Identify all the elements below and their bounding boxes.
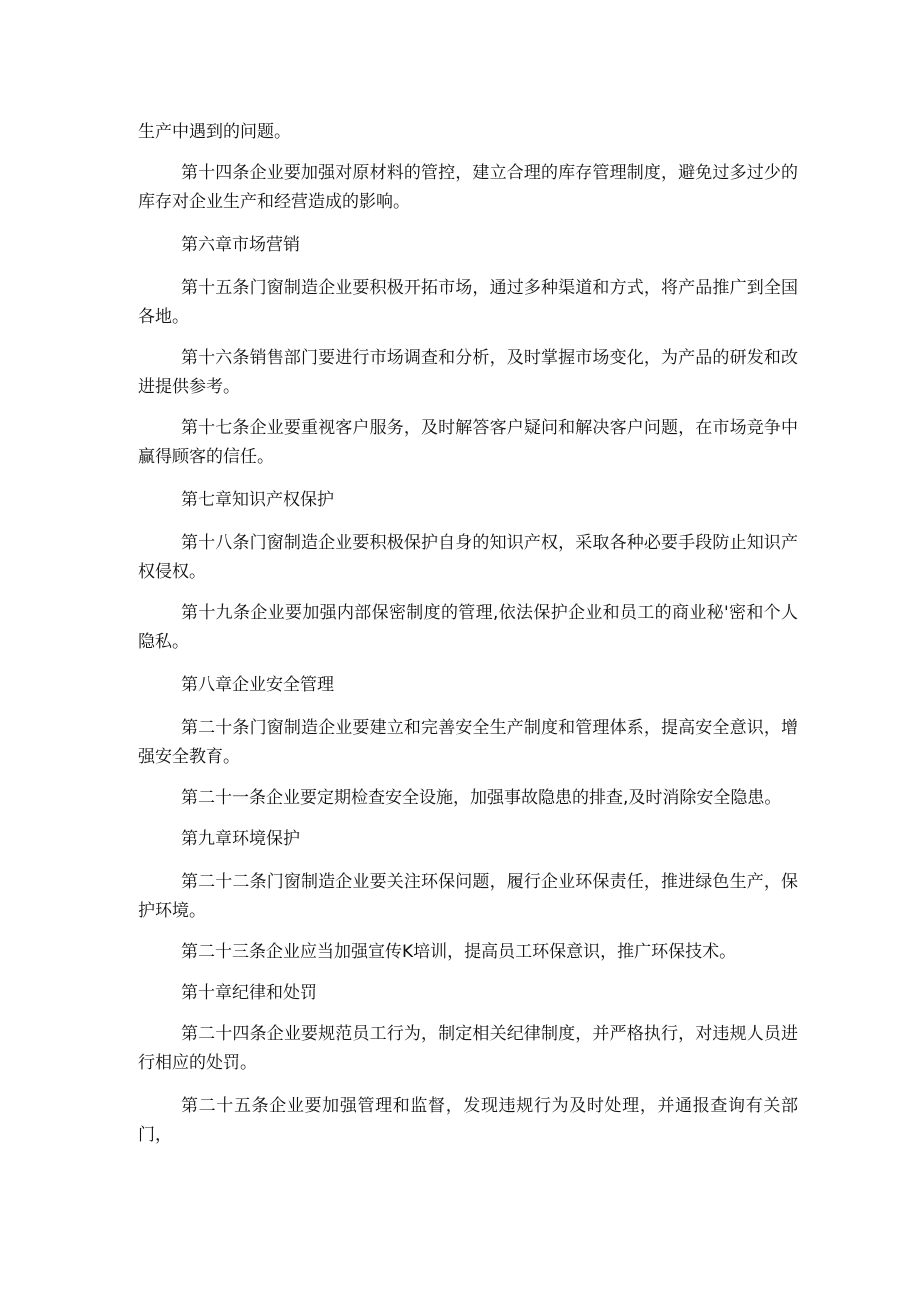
chapter-8-heading: 第八章企业安全管理 (181, 675, 334, 695)
chapter-7-heading: 第七章知识产权保护 (181, 490, 334, 510)
article-19: 第十九条企业要加强内部保密制度的管理,依法保护企业和员工的商业秘'密和个人隐私。 (138, 603, 798, 652)
article-21: 第二十一条企业要定期检查安全设施，加强事故隐患的排查,及时消除安全隐患。 (181, 788, 782, 808)
chapter-10-heading: 第十章纪律和处罚 (181, 983, 317, 1003)
article-14: 第十四条企业要加强对原材料的管控，建立合理的库存管理制度，避免过多过少的库存对企业生产和经营造成的影响。 (138, 163, 798, 212)
article-24: 第二十四条企业要规范员工行为，制定相关纪律制度，并严格执行，对违规人员进行相应的处罚。 (138, 1024, 798, 1073)
chapter-9-heading: 第九章环境保护 (181, 829, 300, 849)
article-17: 第十七条企业要重视客户服务，及时解答客户疑问和解决客户问题，在市场竞争中赢得顾客的信任。 (138, 418, 798, 467)
article-18: 第十八条门窗制造企业要积极保护自身的知识产权，采取各种必要手段防止知识产权侵权。 (138, 533, 798, 582)
article-15: 第十五条门窗制造企业要积极开拓市场，通过多种渠道和方式，将产品推广到全国各地。 (138, 278, 798, 327)
article-20: 第二十条门窗制造企业要建立和完善安全生产制度和管理体系，提高安全意识，增强安全教育。 (138, 718, 798, 767)
article-25: 第二十五条企业要加强管理和监督，发现违规行为及时处理，并通报查询有关部门， (138, 1096, 798, 1145)
document-body (138, 118, 798, 1150)
article-16: 第十六条销售部门要进行市场调查和分析，及时掌握市场变化，为产品的研发和改进提供参考。 (138, 348, 798, 397)
article-23: 第二十三条企业应当加强宣传K培训，提高员工环保意识，推广环保技术。 (181, 942, 737, 962)
paragraph-continuation: 生产中遇到的问题。 (138, 122, 291, 142)
article-22: 第二十二条门窗制造企业要关注环保问题，履行企业环保责任，推进绿色生产，保护环境。 (138, 872, 798, 921)
chapter-6-heading: 第六章市场营销 (181, 235, 300, 255)
